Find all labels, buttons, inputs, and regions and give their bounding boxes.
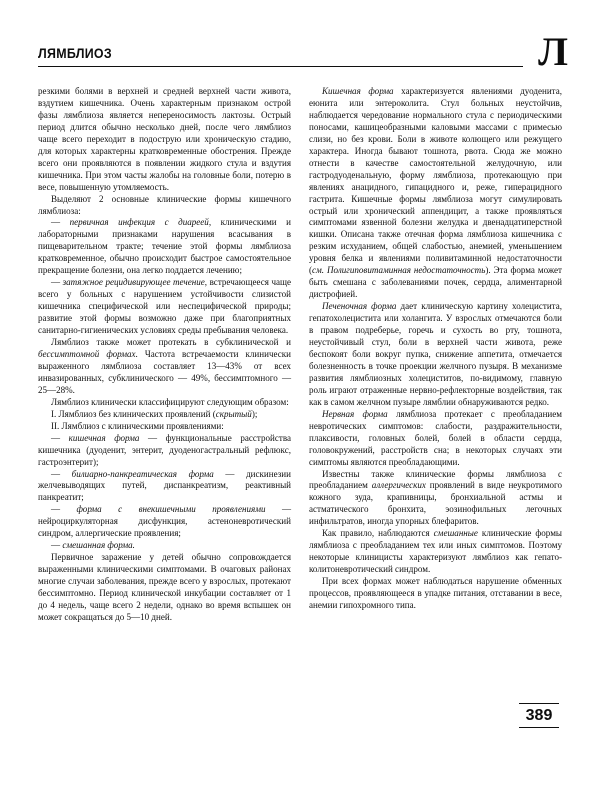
body-text: лямблиоза протекает с преобладанием невротических симптомов: слабости, раздражительности, плаксивости, головных болей, болей в области сердца, головокружений, расстройств сна; в некоторых случаях эти симптомы являются преобладающими. bbox=[309, 408, 562, 467]
body-text: Известны также клинические формы лямблиоза с преобладанием bbox=[309, 468, 562, 491]
emphasis-text: скрытый bbox=[215, 408, 252, 419]
emphasis-text: первичная инфекция с диареей bbox=[69, 217, 209, 228]
body-text: — bbox=[51, 468, 72, 479]
body-text: — bbox=[51, 540, 63, 551]
body-text: ). Эта форма может быть смешана с заболеваниями почек, сердца, алиментарной дистрофией. bbox=[309, 265, 562, 300]
body-text: резкими болями в верхней и средней верхней части живота, вздутием кишечника. Очень характерным признаком острой фазы лямблиоза является непереносимость лактозы. Острый период длится обычно несколько дней, после чего лямблиоз чаще всего переходит в подострую или хроническую стадию, для которых характерны кратковременные обострения. Прежде всего они проявляются в появлении жидкого стула и вздутия кишечника. При этом часты жалобы на головные боли, потерю в весе, повышенную утомляемость. bbox=[38, 86, 291, 192]
body-text: — нейроциркуляторная дисфункция, астеноневротический синдром, аллергические проявления; bbox=[38, 504, 291, 539]
text-column-right bbox=[309, 86, 562, 612]
paragraph bbox=[309, 86, 562, 301]
body-text: ); bbox=[251, 408, 258, 419]
paragraph bbox=[38, 217, 291, 277]
body-text: — bbox=[51, 432, 69, 443]
body-text: проявлений в виде неукротимого кожного зуда, крапивницы, бронхиальной астмы и астматического бронхита, эозинофильных легочных инфильтратов, иногда упорных блефаритов. bbox=[309, 480, 562, 527]
paragraph bbox=[38, 86, 291, 194]
body-text: Как правило, наблюдаются bbox=[322, 528, 434, 539]
emphasis-text: бессимптомной формах bbox=[38, 348, 136, 359]
paragraph bbox=[38, 469, 291, 505]
body-text: Лямблиоз клинически классифицируют следующим образом: bbox=[51, 396, 289, 407]
emphasis-text: смешанные bbox=[433, 528, 478, 539]
emphasis-text: кишечная форма bbox=[68, 432, 140, 443]
paragraph bbox=[38, 504, 291, 540]
body-text: I. Лямблиоз без клинических проявлений ( bbox=[51, 408, 216, 419]
emphasis-text: Печеночная форма bbox=[322, 301, 397, 312]
emphasis-text: затяжное рецидивирующее течение bbox=[62, 277, 205, 288]
paragraph bbox=[309, 409, 562, 469]
header-divider bbox=[38, 66, 523, 67]
emphasis-text: Нервная форма bbox=[322, 408, 388, 419]
paragraph bbox=[38, 433, 291, 469]
emphasis-text: Кишечная форма bbox=[322, 86, 394, 96]
paragraph bbox=[38, 421, 291, 433]
page-number: 389 bbox=[525, 707, 553, 724]
body-columns bbox=[38, 86, 562, 766]
body-text: , встречающееся чаще всего у больных с нарушением устойчивости слизистой кишечника специфической или неспецифической природы; развитие этой формы возможно даже при благоприятных санитарно-гигиенических условиях среды пребывания человека. bbox=[38, 277, 291, 336]
paragraph bbox=[309, 301, 562, 409]
paragraph bbox=[38, 552, 291, 624]
emphasis-text: форма с внекишечными проявлениями bbox=[76, 504, 266, 515]
paragraph bbox=[38, 540, 291, 552]
folio-rule-bottom bbox=[519, 727, 559, 728]
folio bbox=[515, 703, 563, 728]
paragraph bbox=[38, 337, 291, 397]
body-text: дает клиническую картину холецистита, гепатохолецистита или холангита. У взрослых отмечаются боли в правом подреберье, горечь и сухость во рту, тошнота, неустойчивый стул, боли в верхней части живота, реже беспокоят боли вокруг пупка, снижение аппетита, отмечается болезненность в точке проекции желчного пузыря. В механизме развития лямблиозных холециститов, по-видимому, главную роль играют отраженные нервно-рефлекторные воздействия, так как в самом желчном пузыре лямблии обнаруживаются редко. bbox=[309, 301, 563, 407]
text-column-left bbox=[38, 86, 291, 624]
body-text: Лямблиоз также может протекать в субклинической и bbox=[51, 337, 291, 348]
body-text: — bbox=[51, 277, 63, 288]
emphasis-text: билиарно-панкреатическая форма bbox=[71, 468, 214, 479]
emphasis-text: аллергических bbox=[371, 480, 426, 491]
body-text: . Частота встречаемости клинически выраженного лямблиоза составляет 13—43% от всех инвазированных, субклинического — 49%, бессимптомного — 25—28%. bbox=[38, 348, 292, 395]
body-text: При всех формах может наблюдаться нарушение обменных процессов, проявляющееся в упадке питания, отставании в весе, анемии гипохромного типа. bbox=[309, 576, 562, 610]
paragraph bbox=[309, 576, 562, 612]
body-text: клинические формы лямблиоза с преобладанием тех или иных симптомов. Поэтому некоторые клиницисты характеризуют лямблиоз как гепато-колитоневротический синдром. bbox=[309, 528, 562, 575]
body-text: Первичное заражение у детей обычно сопровождается выраженными клиническими симптомами. В очаговых районах многие случаи заболевания, прежде всего у взрослых, протекают бессимптомно. Период клинической инкубации составляет от 1 до 4 недель, чаще всего 2 недели, однако во время вспышек он может сокращаться до 5—10 дней. bbox=[38, 552, 291, 622]
paragraph bbox=[309, 528, 562, 576]
body-text: — bbox=[51, 217, 70, 228]
paragraph bbox=[38, 277, 291, 337]
body-text: , клиническими и лабораторными признаками нарушения всасывания в пищеварительном тракте; течение этой формы лямблиоза кратковременное, обычно происходит быстрое самостоятельное прекращение болезни, она легко поддается лечению; bbox=[38, 217, 292, 276]
body-text: — функциональные расстройства кишечника (дуоденит, энтерит, дуоденогастральный рефлюкс, гастроэнтерит); bbox=[38, 432, 292, 467]
emphasis-text: см. Полигиповитаминная недостаточность bbox=[312, 265, 486, 276]
paragraph bbox=[38, 397, 291, 409]
paragraph bbox=[38, 194, 291, 218]
paragraph bbox=[309, 469, 562, 529]
body-text: характеризуется явлениями дуоденита, еюнита или энтероколита. Стул больных неустойчив, наблюдается чередование нормального стула с периодическими поносами, кашицеобразными каловыми массами с примесью слизи, но без крови. Боли в животе колющего или режущего характера. Иногда бывают тошнота, рвота. Сюда же можно отнести в качестве самостоятельной желудочную, или гастродуоденальную, форму лямблиоза, протекающую при явлениях анацидного, гипацидного и, реже, гиперацидного гастрита. Кишечные формы лямблиоза могут симулировать острый или хронический аппендицит, а также проявляться симптомами язвенной болезни желудка и двенадцатиперстной кишки. Описана также отечная форма лямблиоза кишечника с резким исхуданием, общей слабостью, анемией, уменьшением уровня белка и явлениями поливитаминной недостаточности ( bbox=[309, 86, 562, 276]
body-text: Выделяют 2 основные клинические формы кишечного лямблиоза: bbox=[38, 193, 291, 216]
paragraph bbox=[38, 409, 291, 421]
body-text: II. Лямблиоз с клиническими проявлениями: bbox=[51, 420, 224, 431]
page-title: ЛЯМБЛИОЗ bbox=[38, 46, 112, 61]
section-letter: Л bbox=[538, 29, 568, 74]
running-head bbox=[38, 29, 568, 80]
body-text: — дискинезии желчевыводящих путей, диспанкреатизм, реактивный панкреатит; bbox=[38, 468, 291, 503]
emphasis-text: смешанная форма. bbox=[62, 540, 135, 551]
body-text: — bbox=[51, 504, 77, 515]
